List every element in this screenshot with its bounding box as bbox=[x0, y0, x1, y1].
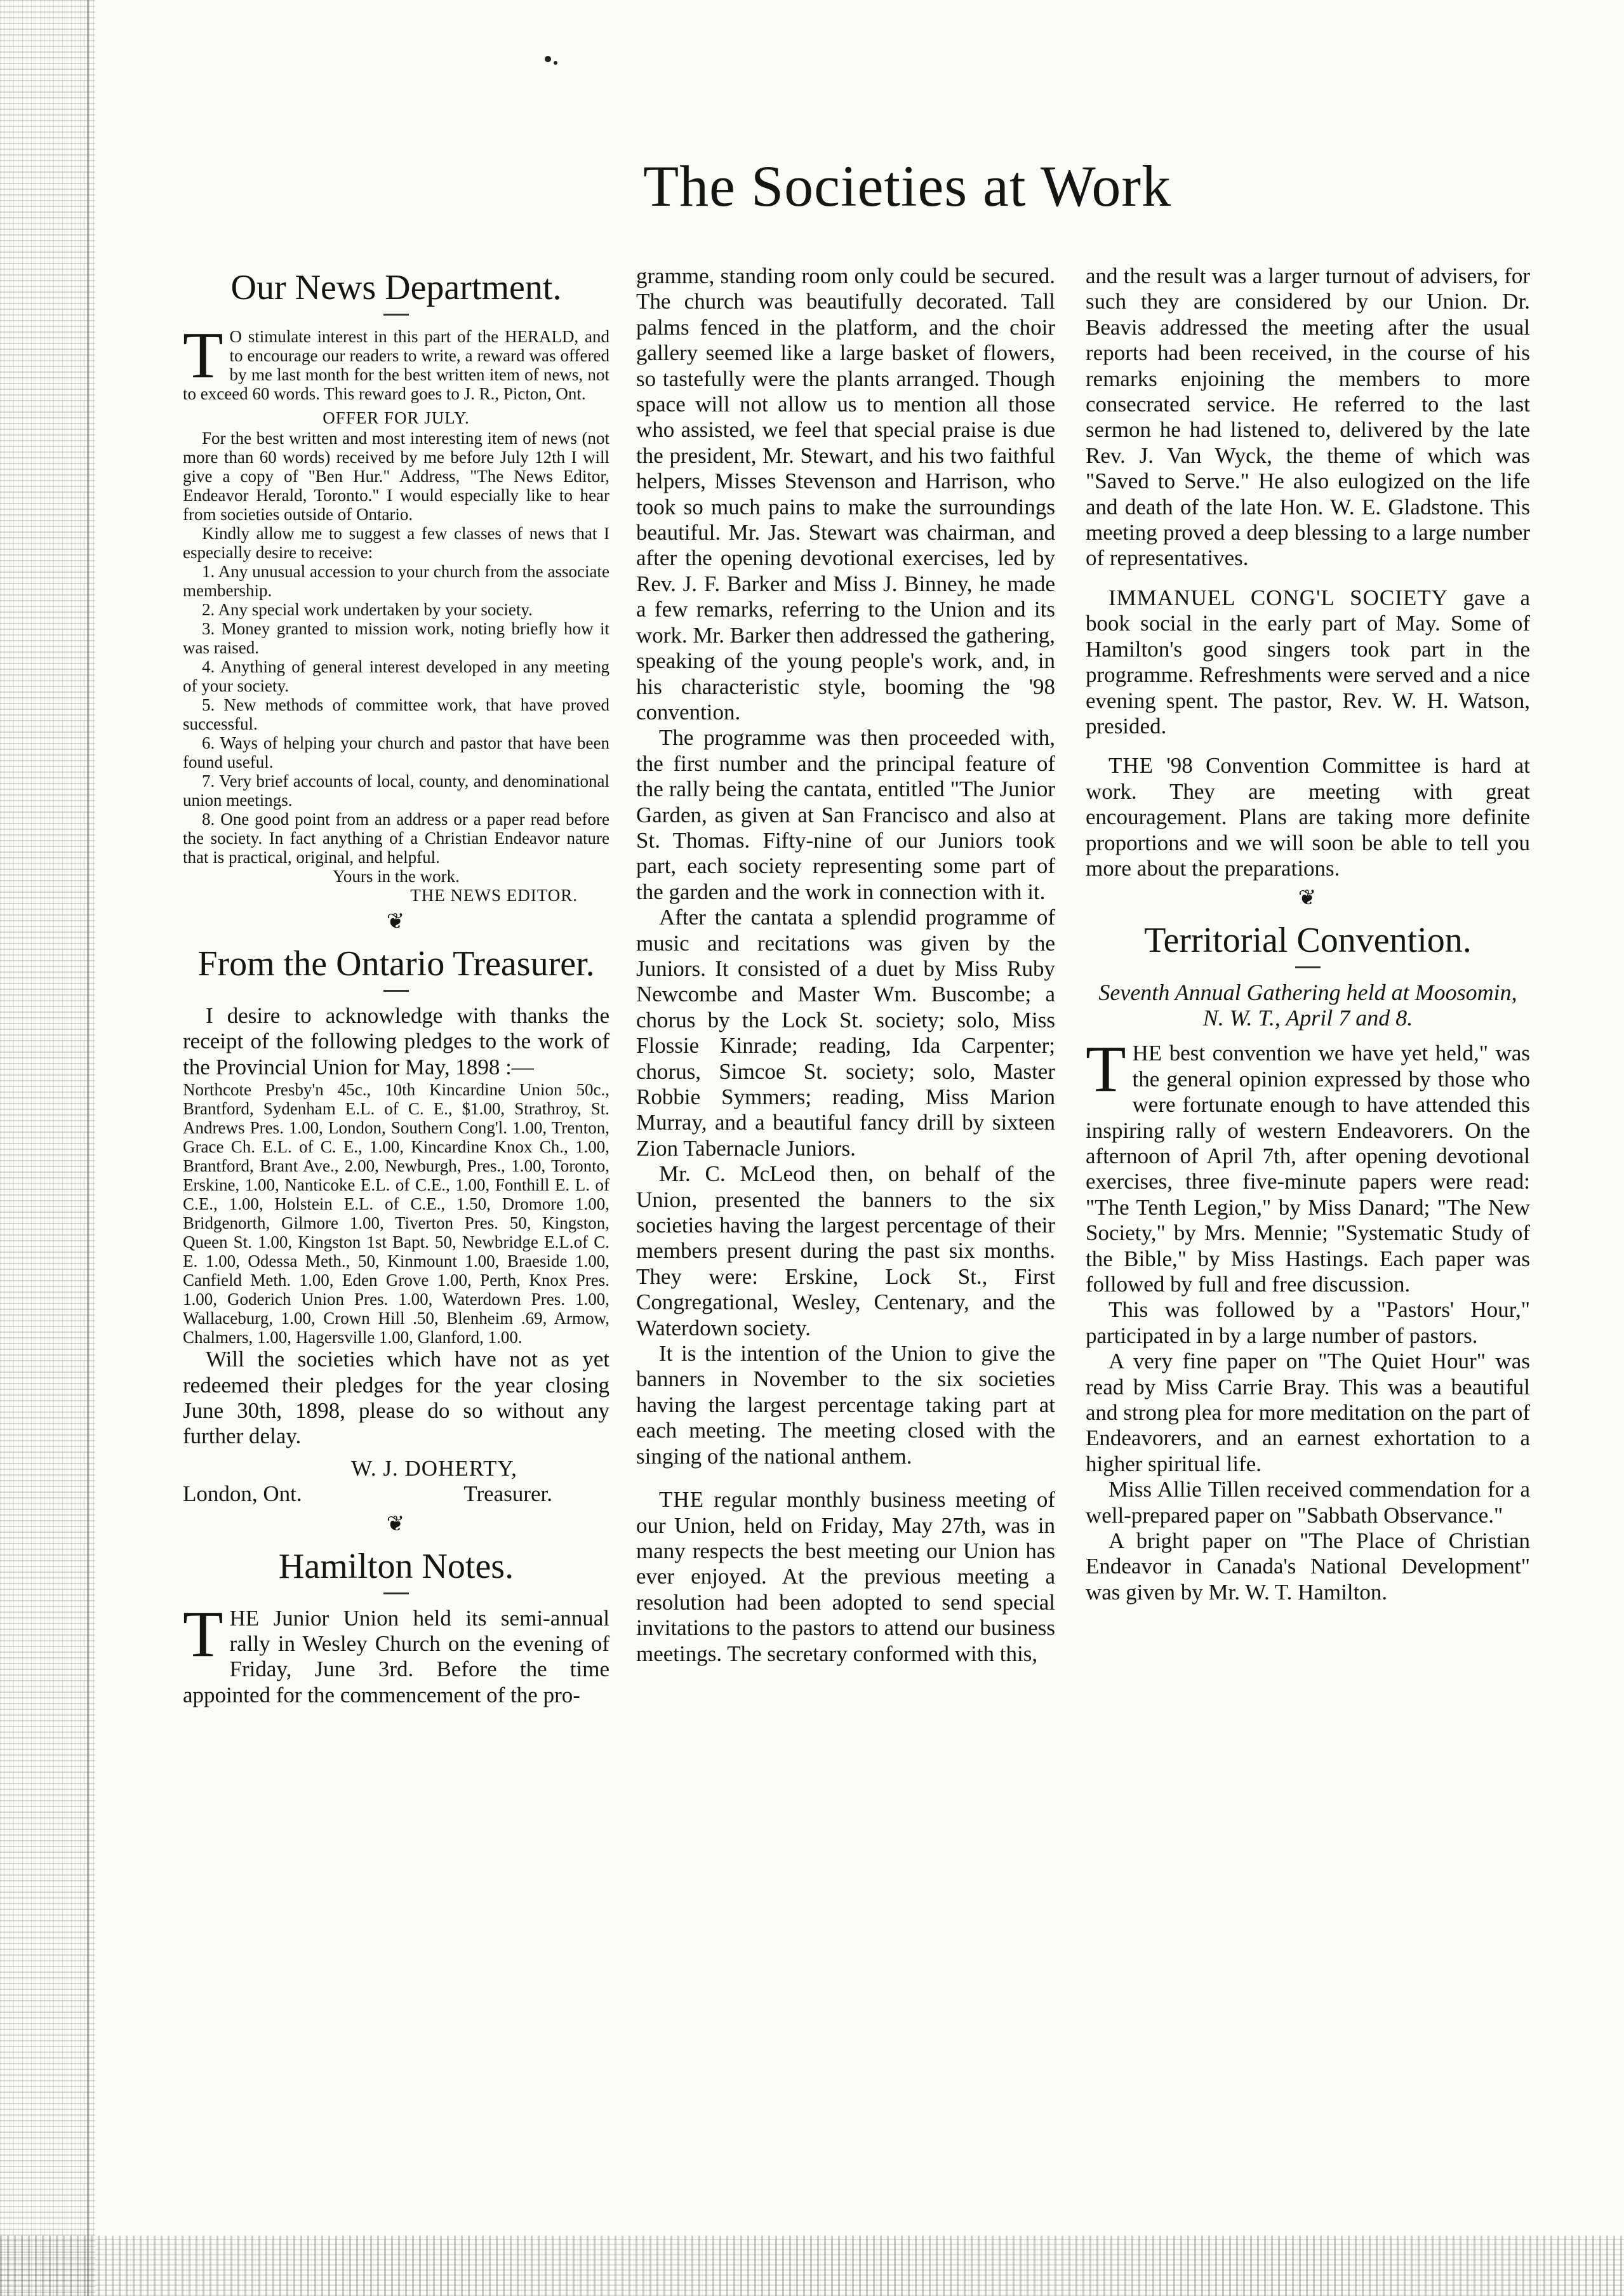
drop-cap: T bbox=[1086, 1032, 1126, 1106]
treasurer-pledges: Northcote Presby'n 45c., 10th Kincardine Union 50c., Brantford, Sydenham E.L. of C. E., $1.00, Strathroy, St. Andrews Pres. 1.00, London, Southern Cong'l. 1.00, Trenton, Grace Ch. E.L. of C. E., 1.00, Kincardine Knox Ch., 1.00, Brantford, Brant Ave., 2.00, Newburgh, Pres., 1.00, Toronto, Erskine, 1.00, Nanticoke E.L. of C.E., 1.00, Fonthill E. L. of C.E., 1.00, Holstein E.L. of C.E., 1.50, Dromore 1.00, Bridgenorth, Gilmore 1.00, Tiverton Pres. 50, Kingston, Queen St. 1.00, Kingston 1st Bapt. 50, Newbridge E.L.of C. E. 1.00, Odessa Meth., 50, Kinmount 1.00, Braeside 1.00, Canfield Meth. 1.00, Eden Grove 1.00, Perth, Knox Pres. 1.00, Goderich Union Pres. 1.00, Waterdown Pres. 1.00, Wallaceburg, 1.00, Crown Hill .50, Blenheim .69, Armow, Chalmers, 1.00, Hagersville 1.00, Glanford, 1.00. bbox=[183, 1080, 609, 1347]
news-item: 3. Money granted to mission work, noting briefly how it was raised. bbox=[183, 619, 609, 657]
treasurer-heading: From the Ontario Treasurer. bbox=[197, 944, 595, 984]
treasurer-intro-block bbox=[183, 1003, 609, 1080]
territorial-p5: A bright paper on "The Place of Christian Endeavor in Canada's National Development" was given by Mr. W. T. Hamilton. bbox=[1086, 1528, 1530, 1605]
column-1 bbox=[183, 260, 609, 1708]
drop-cap: T bbox=[183, 319, 223, 392]
hamilton-p2: The programme was then proceeded with, the first number and the principal feature of the rally being the cantata, entitled "The Junior Garden, as given at San Francisco and also at St. Thomas. Fifty-nine of our Juniors took part, each society representing some part of the garden and the work in connection with it. bbox=[636, 725, 1055, 904]
hamilton-p8: THE '98 Convention Committee is hard at work. They are meeting with great encouragement. Plans are taking more definite proportions and we will soon be able to tell you more about the preparations. bbox=[1086, 753, 1531, 881]
hamilton-heading: Hamilton Notes. bbox=[278, 1546, 514, 1586]
hamilton-p5: It is the intention of the Union to give the banners in November to the six societies having the largest percentage taking part at each meeting. The meeting closed with the singing of the national anthem. bbox=[636, 1341, 1055, 1469]
divider bbox=[383, 314, 409, 316]
territorial-p3: A very fine paper on "The Quiet Hour" was read by Miss Carrie Bray. This was a beautiful and strong plea for more meditation on the part of Endeavorers, and an earnest exhortation to a higher spiritual life. bbox=[1086, 1349, 1530, 1476]
page-title: The Societies at Work bbox=[642, 154, 1172, 218]
offer-heading: OFFER FOR JULY. bbox=[323, 408, 470, 427]
treasurer-sign-row bbox=[183, 1481, 609, 1507]
news-signature: THE NEWS EDITOR. bbox=[410, 886, 578, 905]
treasurer-request: Will the societies which have not as yet redeemed their pledges for the year closing June 30th, 1898, please do so without any further delay. bbox=[183, 1347, 609, 1449]
news-item: 2. Any special work undertaken by your society. bbox=[202, 600, 533, 619]
divider bbox=[383, 990, 409, 992]
hamilton-p1-start: THE Junior Union held its semi-annual rally in Wesley Church on the evening of Friday, June 3rd. Before the time appointed for the commencement of the pro- bbox=[183, 1597, 609, 1707]
territorial-p4: Miss Allie Tillen received commendation for a well-prepared paper on "Sabbath Observance." bbox=[1086, 1477, 1530, 1528]
offer-text: For the best written and most interesting item of news (not more than 60 words) received by me before July 12th I will give a copy of "Ben Hur." Address, "The News Editor, Endeavor Herald, Toronto." I would especially like to hear from societies outside of Ontario. bbox=[183, 429, 609, 524]
drop-cap: T bbox=[183, 1597, 223, 1671]
hamilton-p4: Mr. C. McLeod then, on behalf of the Union, presented the banners to the six societies having the largest percentage of their members present during the past six months. They were: Erskine, Lock St., First Congregational, Wesley, Centenary, and the Waterdown society. bbox=[636, 1161, 1055, 1340]
news-closing: Yours in the work. bbox=[333, 867, 460, 886]
treasurer-place: London, Ont. bbox=[183, 1481, 302, 1507]
scan-edge-bottom bbox=[0, 2236, 1624, 2296]
column-3 bbox=[1086, 264, 1530, 1605]
news-item: 5. New methods of committee work, that have proved successful. bbox=[183, 695, 609, 733]
ornament-icon: ❦ bbox=[1298, 886, 1318, 911]
classes-intro: Kindly allow me to suggest a few classes of news that I especially desire to receive: bbox=[183, 524, 609, 562]
hamilton-p3: After the cantata a splendid programme of music and recitations was given by the Juniors. It consisted of a duet by Miss Ruby Newcombe and Master Wm. Buscombe; a chorus by the Lock St. society; solo, Miss Flossie Kinrade; reading, Ida Carpenter; chorus, Simcoe St. society; solo, Master Robbie Symmers; reading, Miss Marion Murray, and a beautiful fancy drill by sixteen Zion Tabernacle Juniors. bbox=[636, 905, 1055, 1161]
hamilton-p6-cont: and the result was a larger turnout of advisers, for such they are considered by our Union. Dr. Beavis addressed the meeting after the usual reports had been received, in the course of his remarks enjoining the members to more consecrated service. He referred to the last sermon he had listened to, delivered by the late Rev. J. Van Wyck, the theme of which was "Saved to Serve." He also eulogized on the life and death of the late Hon. W. E. Gladstone. This meeting proved a deep blessing to a large number of representatives. bbox=[1086, 264, 1530, 571]
treasurer-pledges-block bbox=[183, 1080, 609, 1347]
territorial-body bbox=[1086, 1032, 1530, 1605]
ink-speck bbox=[554, 61, 557, 65]
treasurer-intro: I desire to acknowledge with thanks the receipt of the following pledges to the work of the Provincial Union for May, 1898 :— bbox=[183, 1003, 609, 1079]
news-item: 4. Anything of general interest developed in any meeting of your society. bbox=[183, 657, 609, 695]
treasurer-role: Treasurer. bbox=[463, 1481, 552, 1507]
divider bbox=[383, 1592, 409, 1594]
scan-edge-left bbox=[0, 0, 95, 2296]
hamilton-continued bbox=[636, 264, 1055, 1667]
hamilton-continued-2 bbox=[1086, 264, 1530, 881]
news-item: 8. One good point from an address or a paper read before the society. In fact anything of a Christian Endeavor nature that is practical, original, and helpful. bbox=[183, 810, 609, 867]
territorial-heading: Territorial Convention. bbox=[1144, 921, 1472, 961]
ink-speck bbox=[545, 56, 551, 62]
news-intro: T O stimulate interest in this part of the HERALD, and to encourage our readers to write, a reward was offered by me last month for the best written item of news, not to exceed 60 words. This reward goes to J. R., Picton, Ont. bbox=[183, 319, 609, 403]
hamilton-start-block bbox=[183, 1597, 609, 1709]
news-item: 7. Very brief accounts of local, county, and denominational union meetings. bbox=[183, 771, 609, 810]
hamilton-p1-cont: gramme, standing room only could be secured. The church was beautifully decorated. Tall palms fenced in the platform, and the choir gallery seemed like a large basket of flowers, so tastefully were the plants arranged. Though space will not allow us to mention all those who assisted, we feel that special praise is due the president, Mr. Stewart, and his two faithful helpers, Misses Stevenson and Harrison, who took so much pains to make the surroundings beautiful. Mr. Jas. Stewart was chairman, and after the opening devotional exercises, led by Rev. J. F. Barker and Miss J. Binney, he made a few remarks, referring to the Union and its work. Mr. Barker then addressed the gathering, speaking of the young people's work, and, in his characteristic style, booming the '98 convention. bbox=[636, 264, 1055, 724]
divider bbox=[1295, 966, 1321, 968]
treasurer-signer: W. J. DOHERTY, bbox=[351, 1455, 517, 1481]
news-department-heading: Our News Department. bbox=[230, 268, 562, 307]
treasurer-request-block bbox=[183, 1347, 609, 1507]
column-2 bbox=[636, 264, 1055, 1667]
ornament-icon: ❦ bbox=[386, 910, 406, 933]
ornament-icon: ❦ bbox=[386, 1512, 406, 1536]
hamilton-p7: IMMANUEL CONG'L SOCIETY gave a book social in the early part of May. Some of Hamilton's good singers took part in the programme. Refreshments were served and a nice evening spent. The pastor, Rev. W. H. Watson, presided. bbox=[1086, 585, 1530, 738]
hamilton-p6: THE regular monthly business meeting of our Union, held on Friday, May 27th, was in many respects the best meeting our Union has ever enjoyed. At the previous meeting a resolution had been adopted to send special invitations to the pastors to attend our business meetings. The secretary conformed with this, bbox=[636, 1487, 1056, 1666]
territorial-p2: This was followed by a "Pastors' Hour," participated in by a large number of pastors. bbox=[1086, 1297, 1530, 1348]
territorial-subtitle: Seventh Annual Gathering held at Moosomin, N. W. T., April 7 and 8. bbox=[1098, 980, 1517, 1031]
news-item: 6. Ways of helping your church and pastor that have been found useful. bbox=[183, 733, 609, 771]
territorial-p1: THE best convention we have yet held," was the general opinion expressed by those who were fortunate enough to have attended this inspiring rally of western Endeavorers. On the afternoon of April 7th, after opening devotional exercises, three five-minute papers were read: "The Tenth Legion," by Miss Danard; "The New Society," by Mrs. Mennie; "Systematic Study of the Bible," by Miss Hastings. Each paper was followed by full and free discussion. bbox=[1086, 1032, 1530, 1297]
news-department-section bbox=[183, 319, 609, 905]
news-item: 1. Any unusual accession to your church from the associate membership. bbox=[183, 562, 609, 600]
